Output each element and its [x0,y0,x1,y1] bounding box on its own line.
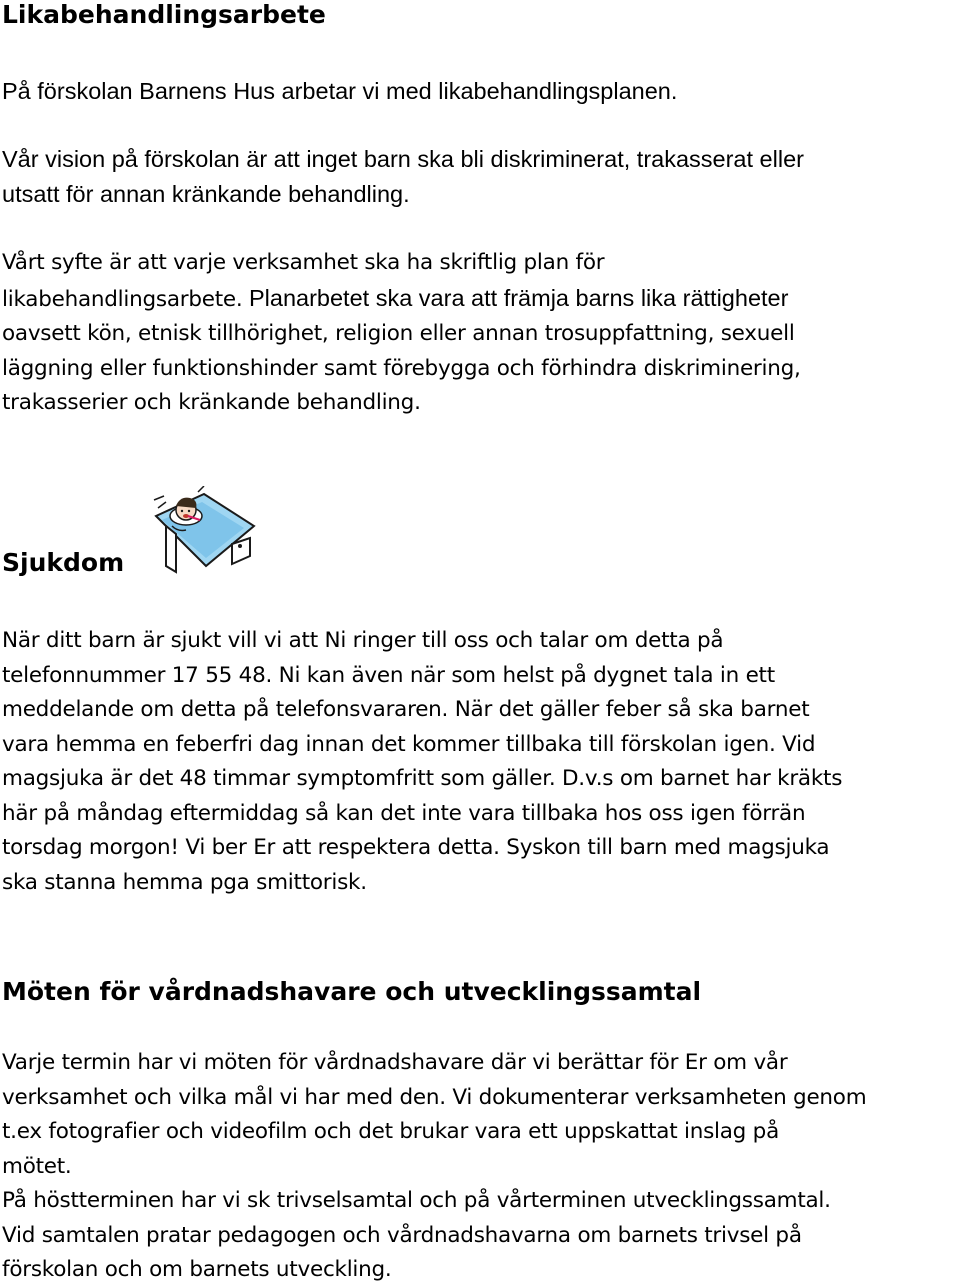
text-line: Vid samtalen pratar pedagogen och vårdnadshavarna om barnets trivsel på [2,1222,802,1248]
text-line: Varje termin har vi möten för vårdnadshavare där vi berättar för Er om vår [2,1050,788,1075]
text-line: t.ex fotografier och videofilm och det brukar vara ett uppskattat inslag på [2,1119,779,1144]
text-line: magsjuka är det 48 timmar symptomfritt som gäller. D.v.s om barnet har kräkts [2,766,843,791]
paragraph-intro [2,74,958,109]
text-line: Vår vision på förskolan är att inget barn ska bli diskriminerat, trakasserat eller [2,146,804,172]
text-line: På höstterminen har vi sk trivselsamtal och på vårterminen utvecklingssamtal. [2,1188,831,1213]
text-line: När ditt barn är sjukt vill vi att Ni ringer till oss och talar om detta på [2,628,724,653]
text-line: oavsett kön, etnisk tillhörighet, religion eller annan trosuppfattning, sexuell [2,321,795,346]
text-line: Vårt syfte är att varje verksamhet ska ha skriftlig plan för [2,250,605,275]
heading-sjukdom: Sjukdom [2,548,125,577]
text-line: meddelande om detta på telefonsvararen. När det gäller feber så ska barnet [2,697,810,722]
text-line: utsatt för annan kränkande behandling. [2,180,410,207]
paragraph-moten [2,1046,958,1288]
text-line: mötet. [2,1153,72,1179]
text-line: här på måndag eftermiddag så kan det inte vara tillbaka hos oss igen förrän [2,800,806,826]
text-line: förskolan och om barnets utveckling. [2,1257,392,1282]
text-line: verksamhet och vilka mål vi har med den. Vi dokumenterar verksamheten genom [2,1084,867,1110]
text-line: trakasserier och kränkande behandling. [2,390,421,415]
text-line [2,281,958,318]
text-fragment: likabehandlingsarbete. [2,286,243,312]
text-line: läggning eller funktionshinder samt förebygga och förhindra diskriminering, [2,355,801,381]
paragraph-syfte [2,246,958,421]
sick-child-in-bed-icon [146,486,262,578]
text-line: På förskolan Barnens Hus arbetar vi med likabehandlingsplanen. [2,78,678,104]
text-line: vara hemma en feberfri dag innan det kommer tillbaka till förskolan igen. Vid [2,731,816,757]
text-line: torsdag morgon! Vi ber Er att respektera detta. Syskon till barn med magsjuka [2,835,830,860]
text-line: ska stanna hemma pga smittorisk. [2,869,367,895]
heading-likabehandlingsarbete: Likabehandlingsarbete [2,0,326,29]
text-fragment: Planarbetet ska vara att främja barns lika rättigheter [242,284,789,311]
text-line: telefonnummer 17 55 48. Ni kan även när som helst på dygnet tala in ett [2,662,775,688]
heading-moten: Möten för vårdnadshavare och utvecklingssamtal [2,977,702,1006]
paragraph-vision [2,142,958,211]
paragraph-sjukdom [2,624,958,900]
